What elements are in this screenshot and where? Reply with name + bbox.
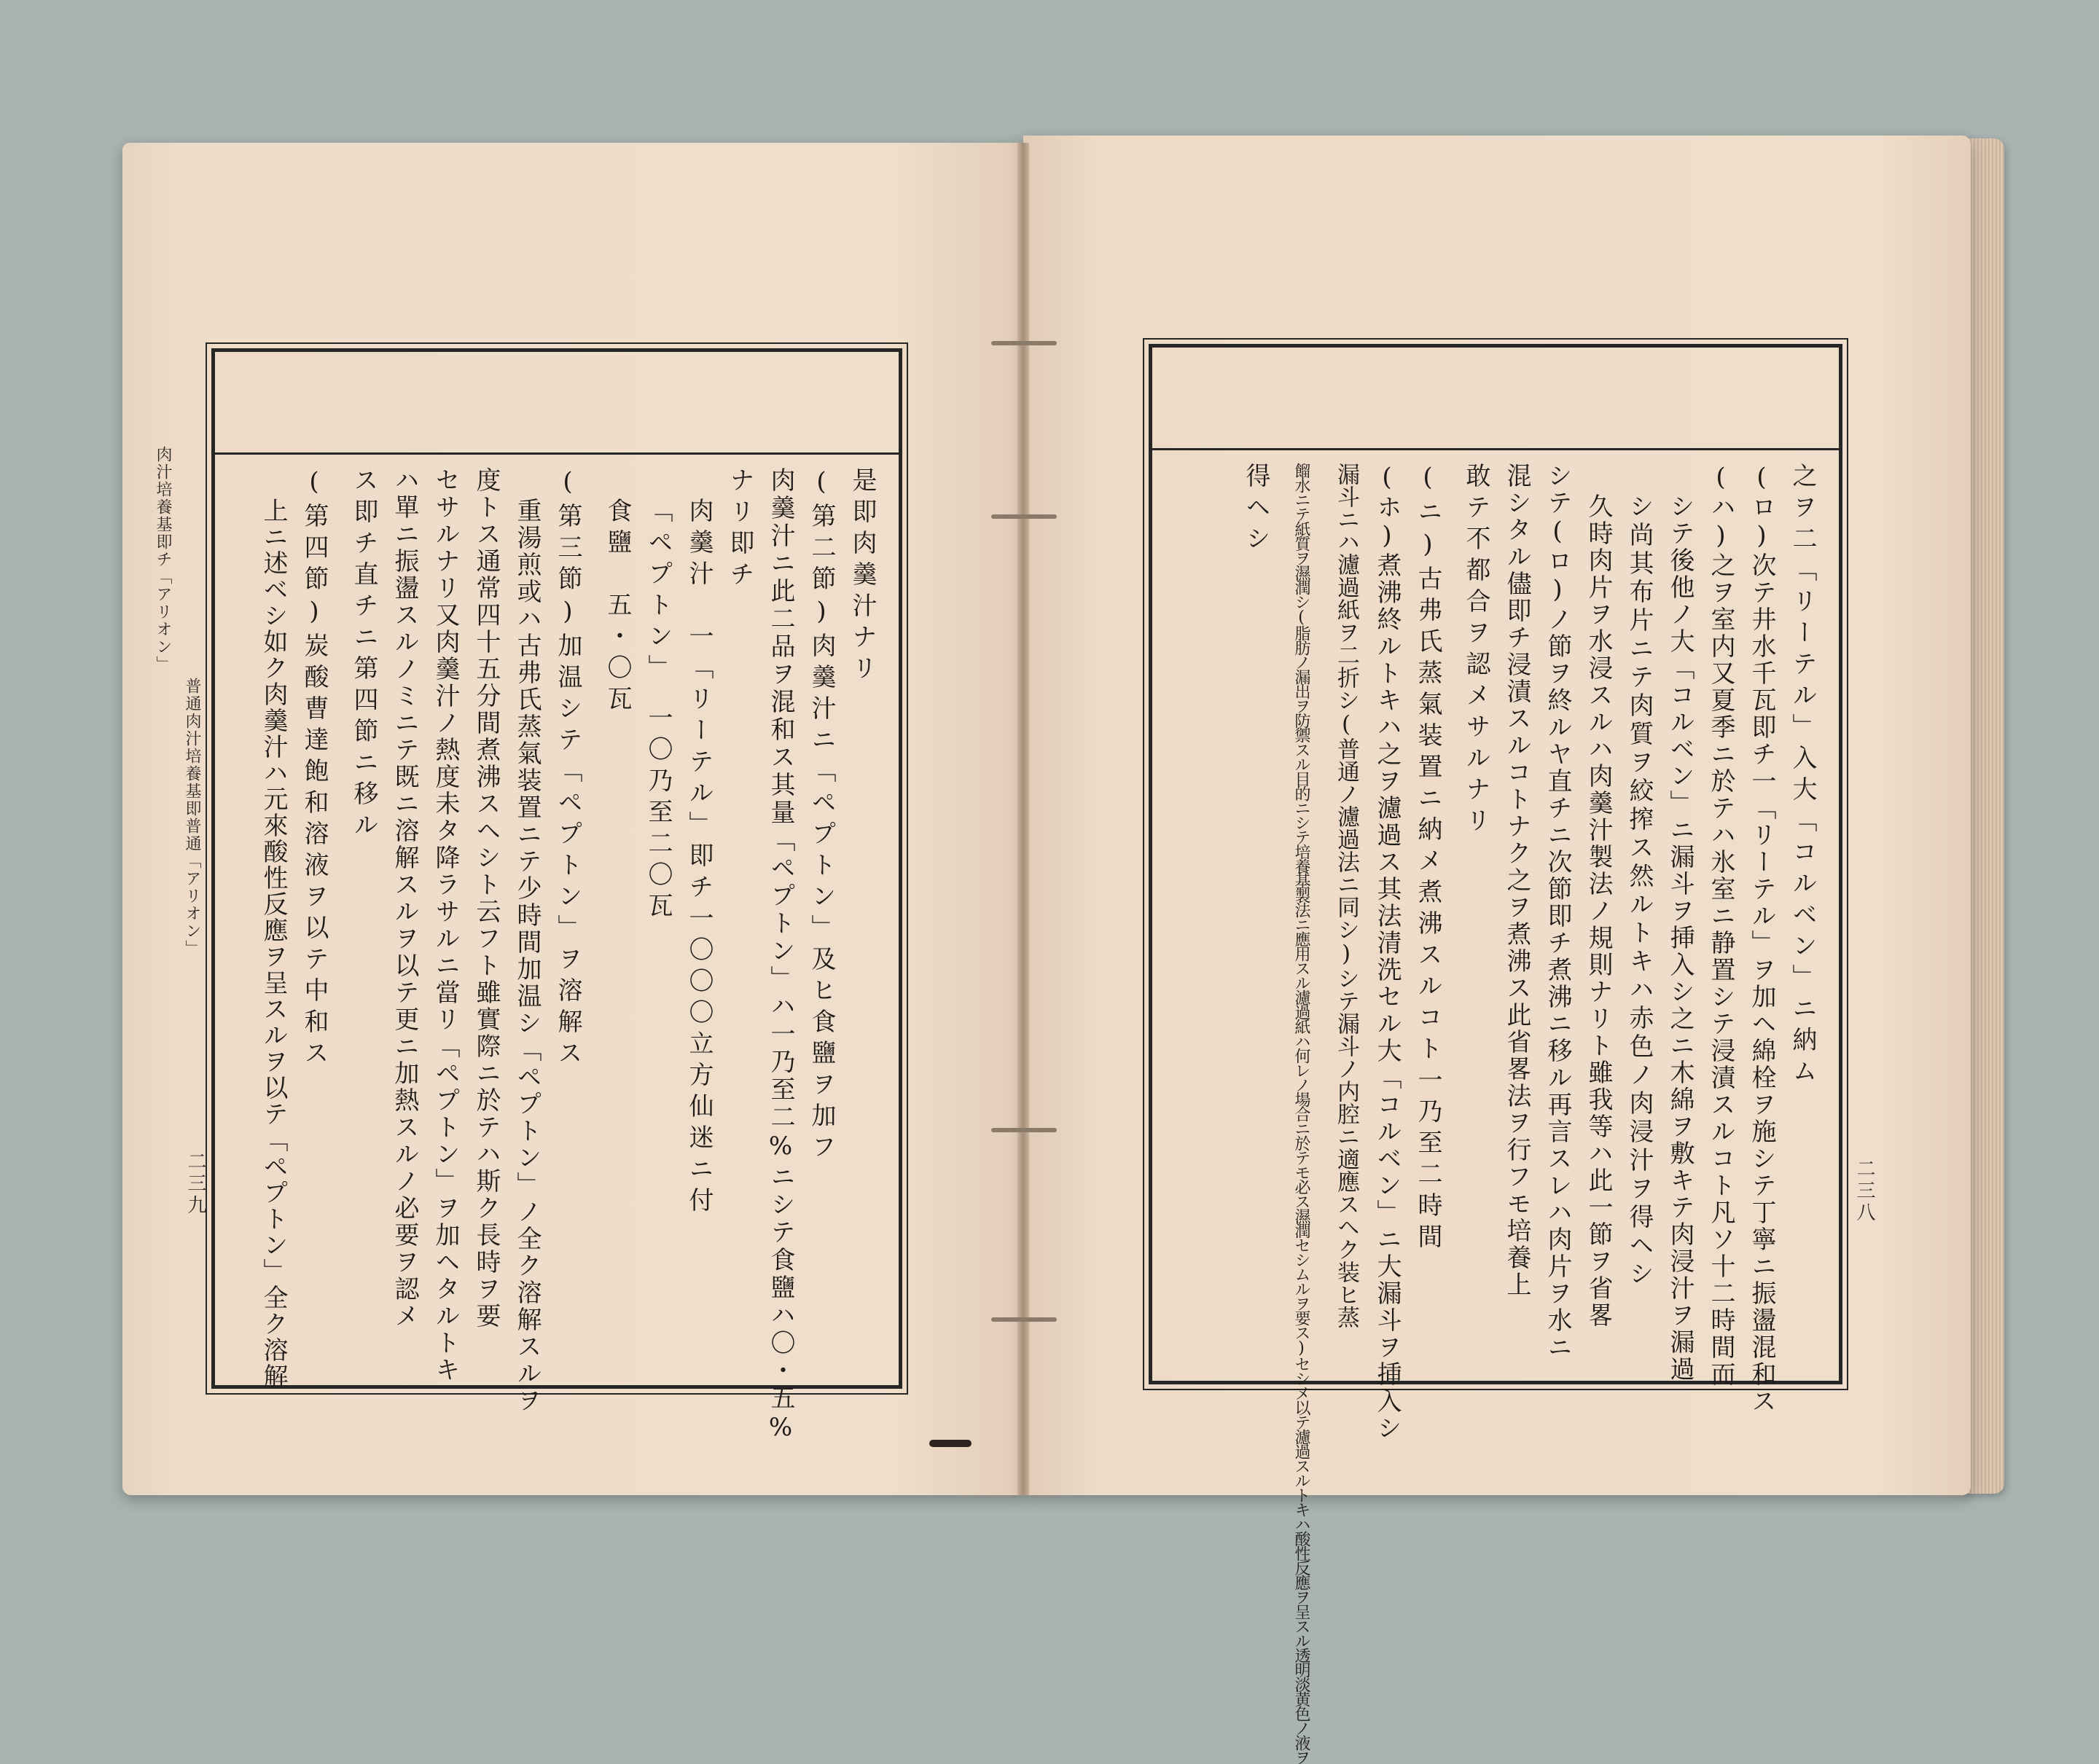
text-column: ナリ即チ	[725, 467, 754, 592]
text-column: 度トス通常四十五分間煮沸スヘシト云フト雖實際ニ於テハ斯ク長時ヲ要	[472, 467, 501, 1330]
text-column: (ニ)古弗氏蒸氣装置ニ納メ煮沸スルコト一乃至二時間	[1413, 463, 1442, 1255]
text-column: ハ單ニ振盪スルノミニテ既ニ溶解スルヲ以テ更ニ加熱スルノ必要ヲ認メ	[390, 467, 419, 1330]
text-column: 混シタル儘即チ浸漬スルコトナク之ヲ煮沸ス此省畧法ヲ行フモ培養上	[1502, 463, 1531, 1298]
text-column: 重湯煎或ハ古弗氏蒸氣装置ニテ少時間加温シ「ペプトン」ノ全ク溶解スルヲ	[512, 498, 542, 1414]
text-column: 餾水ニテ紙質ヲ濕潤シ(脂肪ノ漏出ヲ防禦スル目的ニシテ培養基製法ニ應用スル濾過紙ハ何レノ場合ニ於テモ必ス濕潤セシムルヲ要ス)セシメ以テ濾過スルトキハ酸性反應ヲ呈スル透明淡黄色ノ液ヲ	[1292, 463, 1310, 1764]
page-number-right: 二三八	[1853, 1159, 1875, 1224]
text-column: (第二節)肉羹汁ニ「ペプトン」及ヒ食鹽ヲ加フ	[807, 467, 836, 1165]
right-text-frame	[1149, 344, 1842, 1764]
ink-blot	[929, 1440, 972, 1447]
text-column: (ホ)煮沸終ルトキハ之ヲ濾過ス其法清洗セル大「コルベン」ニ大漏斗ヲ挿入シ	[1372, 463, 1402, 1442]
header-rule	[215, 452, 899, 455]
text-column: 上ニ述ベシ如ク肉羹汁ハ元來酸性反應ヲ呈スルヲ以テ「ペプトン」全ク溶解	[259, 498, 288, 1389]
binding-stitch	[991, 514, 1057, 519]
text-column: 之ヲ二「リーテル」入大「コルベン」ニ納ム	[1788, 463, 1817, 1089]
text-column: シテ後他ノ大「コルベン」ニ漏斗ヲ挿入シ之ニ木綿ヲ敷キテ肉浸汁ヲ漏過	[1665, 493, 1695, 1383]
text-column: 肉羹汁 一「リーテル」即チ一〇〇〇立方仙迷ニ付	[684, 498, 714, 1218]
header-rule	[1152, 448, 1839, 450]
binding-stitch	[991, 341, 1057, 345]
text-column: 敢テ不都合ヲ認メサルナリ	[1461, 463, 1490, 839]
running-head-sub: 普通肉汁培養基即普通「アリオン」	[183, 678, 201, 957]
text-column: 得ヘシ	[1241, 463, 1270, 557]
book-gutter	[1017, 143, 1029, 1495]
text-column: シ尚其布片ニテ肉質ヲ絞搾ス然ルトキハ赤色ノ肉浸汁ヲ得ヘシ	[1625, 493, 1654, 1289]
text-column: 漏斗ニハ濾過紙ヲ二折シ(普通ノ濾過法ニ同シ)シテ漏斗ノ内腔ニ適應スヘク装ヒ蒸	[1333, 463, 1359, 1328]
binding-stitch	[991, 1128, 1057, 1132]
text-column: 食鹽 五・〇瓦	[603, 498, 632, 717]
text-column: セサルナリ又肉羹汁ノ熱度未タ降ラサルニ當リ「ペプトン」ヲ加ヘタルトキ	[431, 467, 460, 1384]
text-column: ス即チ直チニ第四節ニ移ル	[349, 467, 378, 843]
page-number-left: 二三九	[184, 1151, 206, 1217]
text-column: (第三節)加温シテ「ペプトン」ヲ溶解ス	[553, 467, 582, 1071]
left-text-frame	[211, 348, 902, 1445]
text-column: (ロ)次テ井水千瓦即チ一「リーテル」ヲ加ヘ綿栓ヲ施シテ丁寧ニ振盪混和ス	[1747, 463, 1776, 1415]
text-column: シテ(ロ)ノ節ヲ終ルヤ直チニ次節即チ煮沸ニ移ル再言スレハ肉片ヲ水ニ	[1543, 463, 1572, 1361]
text-column: 「ペプトン」 一〇乃至二〇瓦	[644, 498, 673, 924]
text-column: (ハ)之ヲ室内又夏季ニ於テハ氷室ニ静置シテ浸漬スルコト凡ソ十二時間而	[1706, 463, 1735, 1388]
binding-stitch	[991, 1317, 1057, 1322]
text-column: 是即肉羹汁ナリ	[848, 467, 877, 686]
text-column: 久時肉片ヲ水浸スルハ肉羹汁製法ノ規則ナリト雖我等ハ此一節ヲ省畧	[1584, 493, 1613, 1329]
text-column: (第四節)炭酸曹達飽和溶液ヲ以テ中和ス	[300, 467, 329, 1071]
running-head: 肉汁培養基即チ「アリオン」	[154, 446, 172, 673]
text-column: 肉羹汁ニ此二品ヲ混和ス其量「ペプトン」ハ一乃至二%ニシテ食鹽ハ〇・五%	[766, 467, 795, 1445]
